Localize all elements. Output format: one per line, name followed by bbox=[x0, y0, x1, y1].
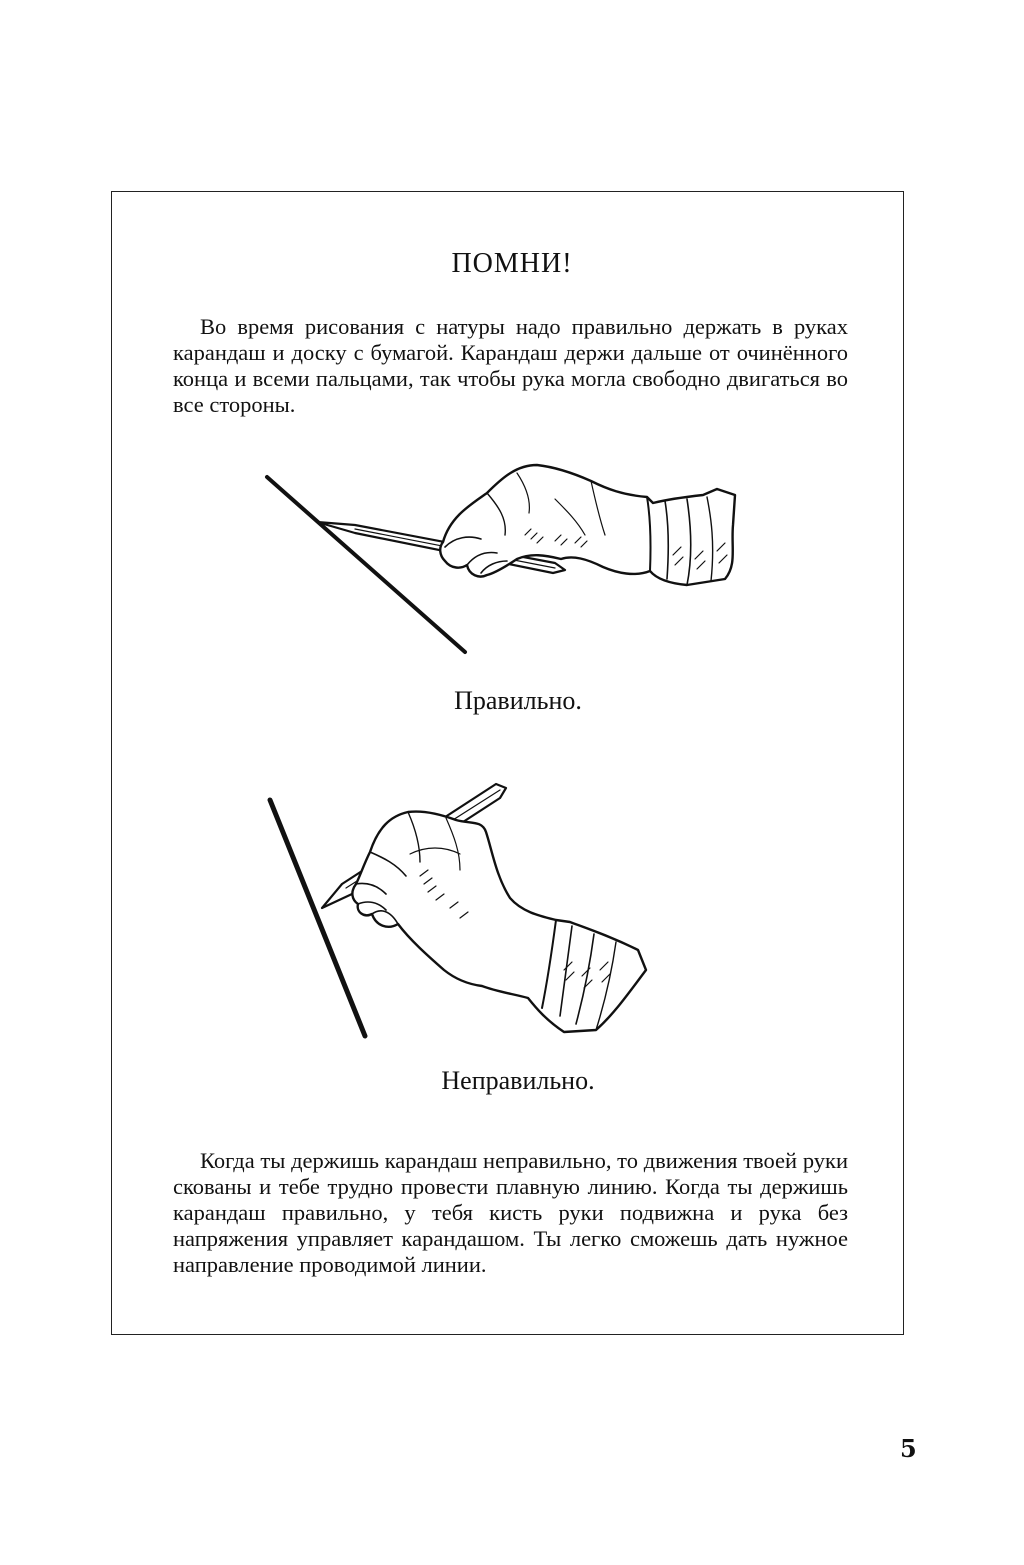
correct-grip-illustration bbox=[255, 455, 755, 665]
board-line bbox=[270, 800, 365, 1036]
outro-paragraph: Когда ты держишь карандаш неправильно, то движения твоей руки скованы и тебе трудно провести плавную линию. Когда ты держишь карандаш правильно, у тебя кисть руки подвижна и рука без напряжения управляет карандашом. Ты легко сможешь дать нужное направление проводимой линии. bbox=[173, 1148, 848, 1277]
incorrect-grip-illustration bbox=[260, 780, 660, 1050]
correct-caption: Правильно. bbox=[454, 686, 582, 715]
intro-paragraph: Во время рисования с натуры надо правильно держать в руках карандаш и доску с бумагой. Карандаш держи дальше от очинённого конца и всеми пальцами, так чтобы рука могла свободно двигаться во все стороны. bbox=[173, 314, 848, 417]
page-number: 5 bbox=[900, 1434, 917, 1463]
incorrect-caption: Неправильно. bbox=[441, 1066, 595, 1095]
board-line bbox=[267, 477, 465, 652]
page-heading: ПОМНИ! bbox=[451, 248, 573, 279]
